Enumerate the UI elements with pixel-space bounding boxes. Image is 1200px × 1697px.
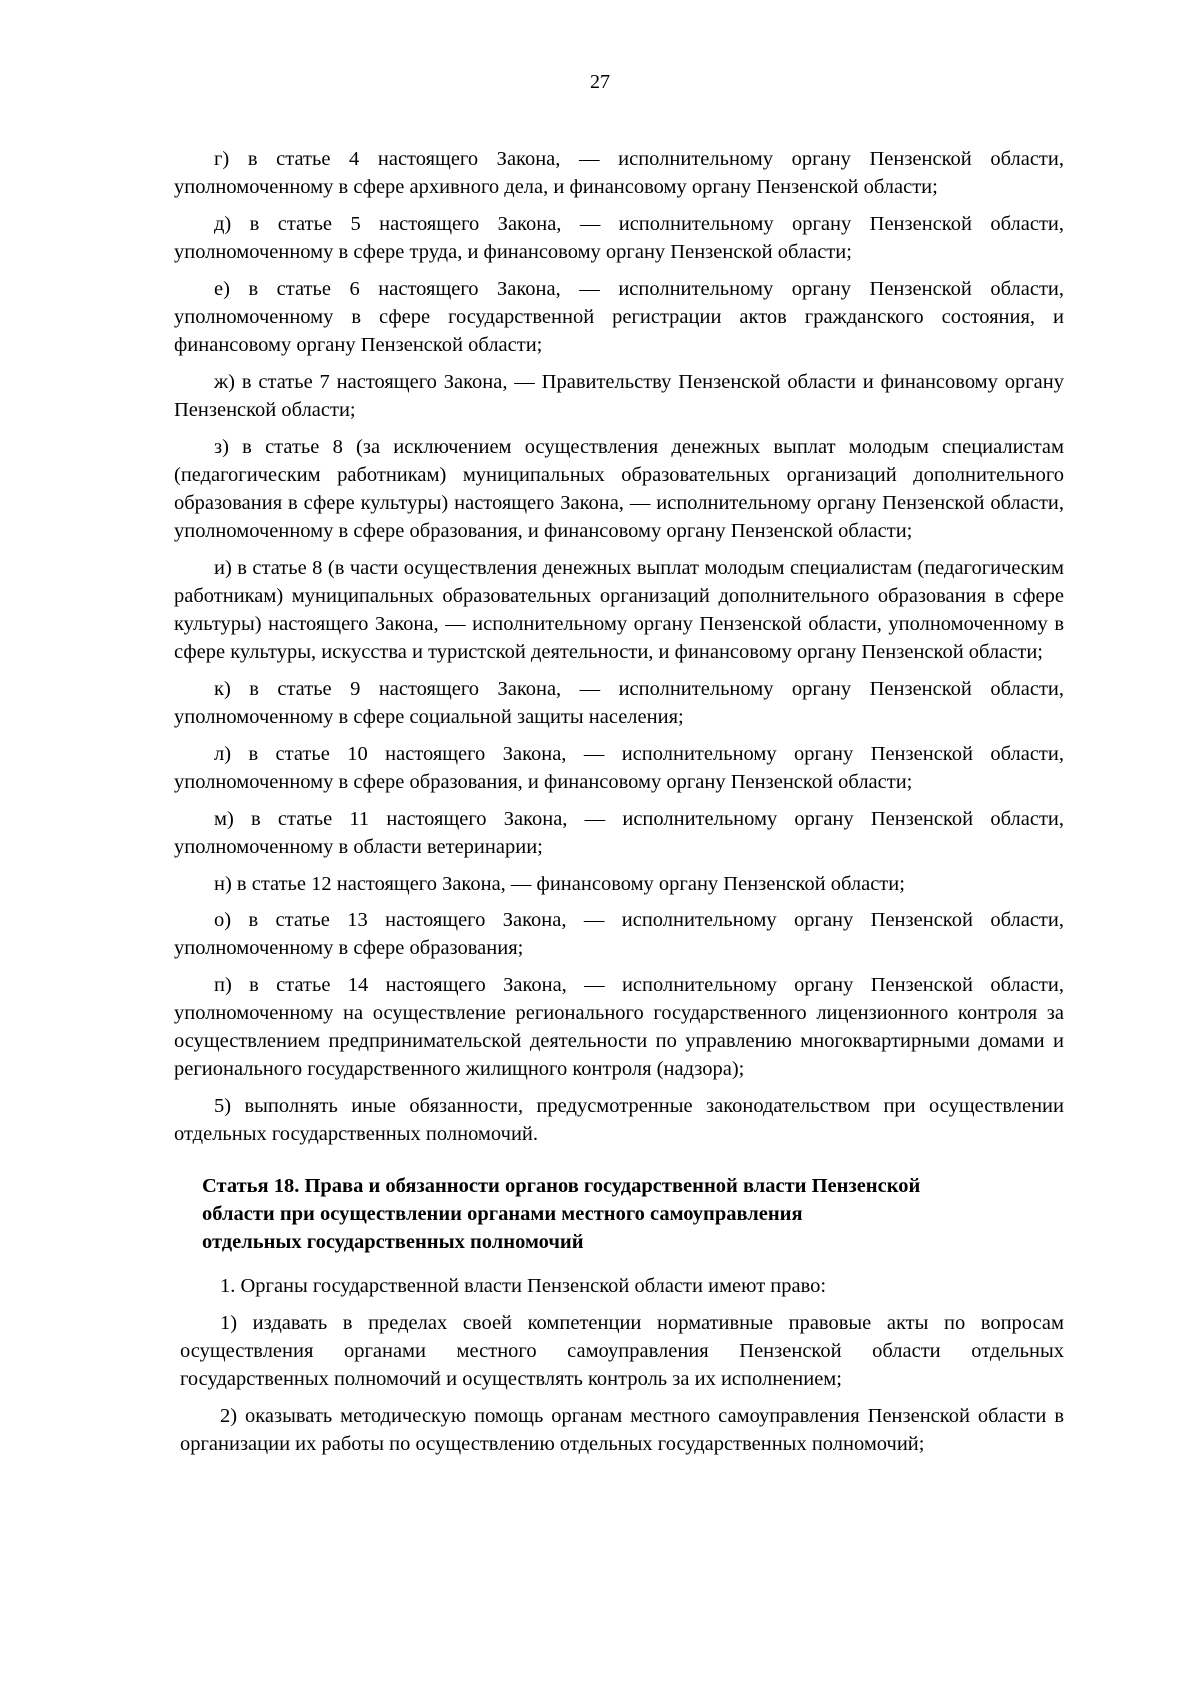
article-heading-line-2: области при осуществлении органами местного самоуправления: [202, 1203, 803, 1225]
paragraph-item-l: л) в статье 10 настоящего Закона, — исполнительному органу Пензенской области, уполномоченному в сфере образования, и финансовому органу Пензенской области;: [174, 743, 1064, 793]
paragraph-item-p: п) в статье 14 настоящего Закона, — исполнительному органу Пензенской области, уполномоченному на осуществление регионального государственного лицензионного контроля за осуществлением предпринимательской деятельности по управлению многоквартирными домами и регионального государственного жилищного контроля (надзора);: [174, 974, 1064, 1080]
paragraph-item-k: к) в статье 9 настоящего Закона, — исполнительному органу Пензенской области, уполномоченному в сфере социальной защиты населения;: [174, 678, 1064, 728]
article-heading: [174, 1172, 1064, 1256]
paragraph-clause-1: 1. Органы государственной власти Пензенской области имеют право:: [220, 1275, 827, 1297]
paragraph-item-e: е) в статье 6 настоящего Закона, — исполнительному органу Пензенской области, уполномоченному в сфере государственной регистрации актов гражданского состояния, и финансовому органу Пензенской области;: [174, 278, 1064, 356]
paragraph-item-5: 5) выполнять иные обязанности, предусмотренные законодательством при осуществлении отдельных государственных полномочий.: [174, 1095, 1064, 1145]
paragraph-item-d: д) в статье 5 настоящего Закона, — исполнительному органу Пензенской области, уполномоченному в сфере труда, и финансовому органу Пензенской области;: [174, 213, 1064, 263]
paragraph-item-zh: ж) в статье 7 настоящего Закона, — Правительству Пензенской области и финансовому органу Пензенской области;: [174, 371, 1064, 421]
article-body: [174, 1272, 1064, 1458]
paragraph-item-z: з) в статье 8 (за исключением осуществления денежных выплат молодым специалистам (педагогическим работникам) муниципальных образовательных организаций дополнительного образования в сфере культуры) настоящего Закона, — исполнительному органу Пензенской области, уполномоченному в сфере образования, и финансовому органу Пензенской области;: [174, 436, 1064, 542]
paragraph-subclause-2: 2) оказывать методическую помощь органам местного самоуправления Пензенской области в организации их работы по осуществлению отдельных государственных полномочий;: [180, 1405, 1064, 1455]
article-heading-line-1: Статья 18. Права и обязанности органов государственной власти Пензенской: [202, 1175, 921, 1197]
paragraph-item-o: о) в статье 13 настоящего Закона, — исполнительному органу Пензенской области, уполномоченному в сфере образования;: [174, 909, 1064, 959]
paragraph-item-m: м) в статье 11 настоящего Закона, — исполнительному органу Пензенской области, уполномоченному в области ветеринарии;: [174, 808, 1064, 858]
paragraph-item-i: и) в статье 8 (в части осуществления денежных выплат молодым специалистам (педагогическим работникам) муниципальных образовательных организаций дополнительного образования в сфере культуры) настоящего Закона, — исполнительному органу Пензенской области, уполномоченному в сфере культуры, искусства и туристской деятельности, и финансовому органу Пензенской области;: [174, 557, 1064, 663]
article-heading-line-3: отдельных государственных полномочий: [202, 1231, 584, 1253]
page-number: 27: [590, 71, 610, 93]
paragraph-item-g: г) в статье 4 настоящего Закона, — исполнительному органу Пензенской области, уполномоченному в сфере архивного дела, и финансовому органу Пензенской области;: [174, 148, 1064, 198]
paragraph-subclause-1: 1) издавать в пределах своей компетенции нормативные правовые акты по вопросам осуществления органами местного самоуправления Пензенской области отдельных государственных полномочий и осуществлять контроль за их исполнением;: [180, 1312, 1064, 1390]
paragraph-item-n: н) в статье 12 настоящего Закона, — финансовому органу Пензенской области;: [214, 873, 905, 895]
document-body: [174, 145, 1064, 1467]
